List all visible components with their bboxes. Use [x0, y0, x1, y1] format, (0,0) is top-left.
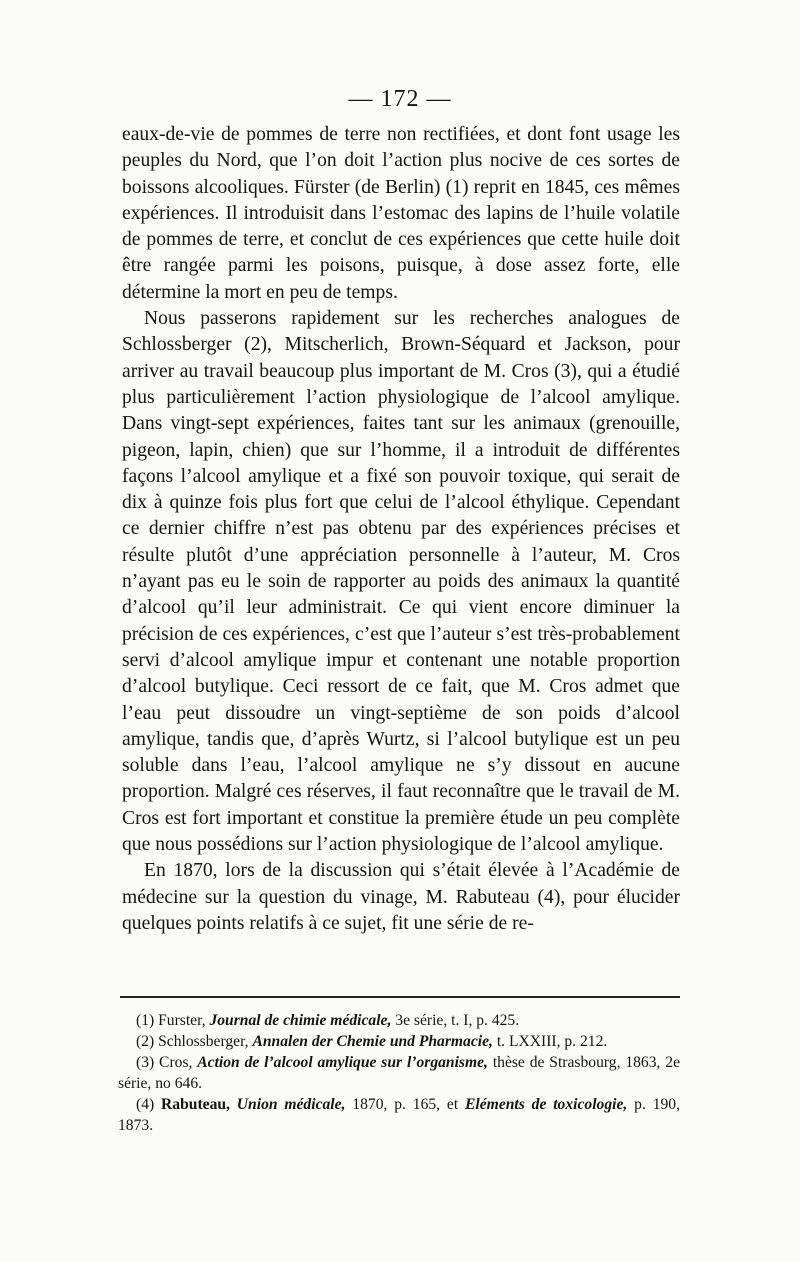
footnote-1: [118, 1010, 680, 1031]
body-text: [122, 122, 680, 937]
footnote-rest: thèse de Strasbourg, 1863, 2e série, no 646.: [118, 1054, 680, 1092]
footnote-rest: 3e série, t. I, p. 425.: [395, 1012, 520, 1029]
footnote-mark: (4): [136, 1096, 155, 1113]
footnotes: [118, 1010, 680, 1136]
paragraph-2: Nous passerons rapidement sur les recherches analogues de Schlossberger (2), Mitscherlich, Brown-Séquard et Jackson, pour arriver au travail beaucoup plus important de M. Cros (3), qui a étudié plus particulièrement l’action physiologique de l’alcool amylique. Dans vingt-sept expériences, faites tant sur les animaux (grenouille, pigeon, lapin, chien) que sur l’homme, il a introduit de différentes façons l’alcool amylique et a fixé son pouvoir toxique, qui serait de dix à quinze fois plus fort que celui de l’alcool éthylique. Cependant ce dernier chiffre n’est pas obtenu par des expériences précises et résulte plutôt d’une appréciation personnelle à l’auteur, M. Cros n’ayant pas eu le soin de rapporter au poids des animaux la quantité d’alcool qu’il leur administrait. Ce qui vient encore diminuer la précision de ces expériences, c’est que l’auteur s’est très-probablement servi d’alcool amylique impur et contenant une notable proportion d’alcool butylique. Ceci ressort de ce fait, que M. Cros admet que l’eau peut dissoudre un vingt-septième de son poids d’alcool amylique, tandis que, d’après Wurtz, si l’alcool butylique est un peu soluble dans l’eau, l’alcool amylique ne s’y dissout en aucune proportion. Malgré ces réserves, il faut reconnaître que le travail de M. Cros est fort important et constitue la première étude un peu complète que nous possédions sur l’action physiologique de l’alcool amylique.: [122, 308, 680, 856]
paragraph-3: En 1870, lors de la discussion qui s’était élevée à l’Académie de médecine sur la question du vinage, M. Rabuteau (4), pour élucider quelques points relatifs à ce sujet, fit une série de re-: [122, 860, 680, 934]
footnote-title: Union médicale,: [236, 1096, 346, 1113]
footnote-rest: t. LXXIII, p. 212.: [496, 1033, 608, 1050]
footnote-3: [118, 1052, 680, 1094]
paragraph-1: eaux-de-vie de pommes de terre non rectifiées, et dont font usage les peuples du Nord, que l’on doit l’action plus nocive de ces sortes de boissons alcooliques. Fürster (de Berlin) (1) reprit en 1845, ces mêmes expériences. Il introduisit dans l’estomac des lapins de l’huile volatile de pommes de terre, et conclut de ces expériences que cette huile doit être rangée parmi les poisons, puisque, à dose assez forte, elle détermine la mort en peu de temps.: [122, 124, 680, 303]
footnote-divider: [120, 996, 680, 998]
footnote-4: [118, 1094, 680, 1136]
page-number: — 172 —: [348, 86, 452, 112]
footnote-author: Rabuteau,: [161, 1096, 230, 1113]
footnote-author: Schlossberger,: [158, 1033, 249, 1050]
footnote-rest-mid: 1870, p. 165, et: [352, 1096, 459, 1113]
footnote-title-2: Eléments de toxicologie,: [465, 1096, 628, 1113]
footnote-author: Cros,: [159, 1054, 193, 1071]
footnote-author: Furster,: [158, 1012, 206, 1029]
footnote-title: Action de l’alcool amylique sur l’organisme,: [197, 1054, 488, 1071]
footnote-title: Annalen der Chemie und Pharmacie,: [252, 1033, 493, 1050]
footnote-2: [118, 1031, 680, 1052]
footnote-mark: (3): [136, 1054, 155, 1071]
footnote-mark: (2): [136, 1033, 155, 1050]
footnote-rest: p. 190, 1873.: [118, 1096, 680, 1134]
footnote-title: Journal de chimie médicale,: [209, 1012, 392, 1029]
footnote-mark: (1): [136, 1012, 155, 1029]
